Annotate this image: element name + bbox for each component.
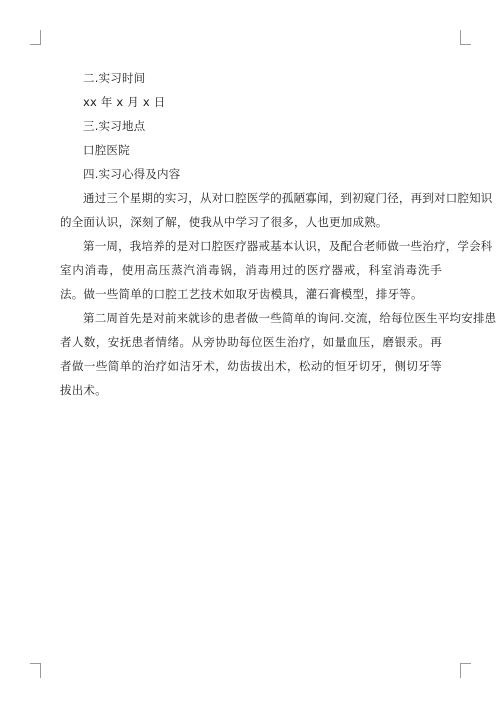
paragraph-overview-rest: 的全面认识，深刻了解，使我从中学习了很多，人也更加成熟。 <box>60 215 388 229</box>
crop-mark-bottom-right <box>460 663 471 678</box>
paragraph-week-two-rest: 者人数，安抚患者情绪。从旁协助每位医生治疗，如量血压，磨银汞。再者做一些简单的治疗如洁牙术，幼齿拔出术，松动的恒牙切牙，侧切牙等拔出术。 <box>60 335 442 397</box>
paragraph-week-one-rest: 室内消毒，使用高压蒸汽消毒锅，消毒用过的医疗器戒，科室消毒洗手法。做一些简单的口腔工艺技术如取牙齿模具，灌石膏模型，排牙等。 <box>60 263 442 301</box>
paragraph-week-one <box>60 234 493 306</box>
crop-mark-top-left <box>30 30 41 45</box>
document-body <box>60 66 497 402</box>
paragraph-overview <box>60 186 493 234</box>
paragraph-week-two <box>60 306 497 402</box>
section-heading-experience: 四.实习心得及内容 <box>83 167 181 181</box>
crop-mark-bottom-left <box>30 663 41 678</box>
section-heading-location: 三.实习地点 <box>83 119 146 133</box>
paragraph-week-one-first-line: 第一周，我培养的是对口腔医疗器戒基本认识，及配合老师做一些治疗，学会科 <box>83 239 493 253</box>
section-heading-time: 二.实习时间 <box>83 71 146 85</box>
internship-date: xx 年 x 月 x 日 <box>83 95 166 109</box>
internship-location: 口腔医院 <box>83 143 130 157</box>
paragraph-week-two-first-line: 第二周首先是对前来就诊的患者做一些简单的询问.交流，给每位医生平均安排患 <box>83 311 497 325</box>
paragraph-overview-first-line: 通过三个星期的实习，从对口腔医学的孤陋寡闻，到初窥门径，再到对口腔知识 <box>83 191 493 205</box>
crop-mark-top-right <box>460 30 471 45</box>
